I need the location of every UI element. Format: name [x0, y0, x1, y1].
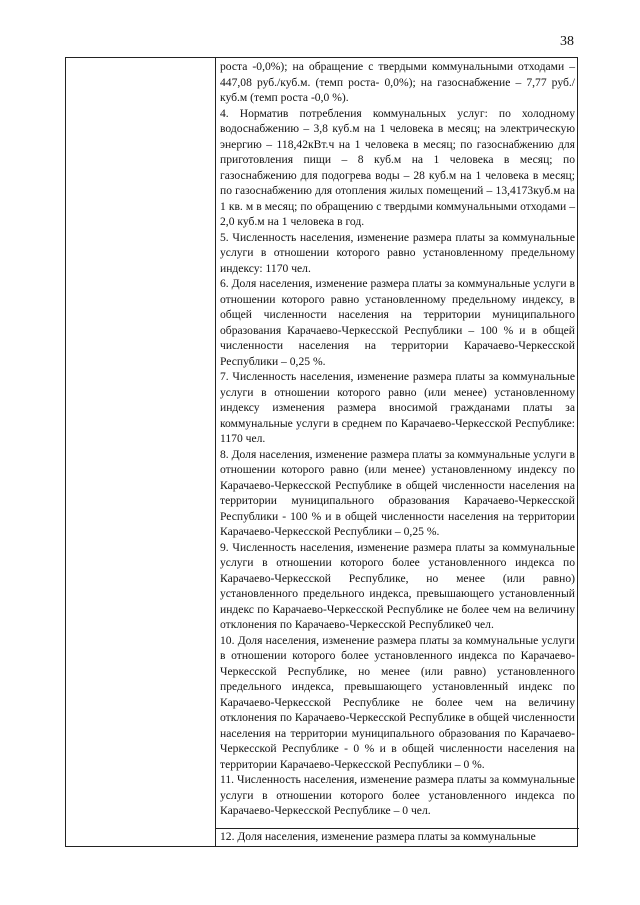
table-last-row: [216, 829, 579, 847]
paragraph-share-average-index: 8. Доля населения, изменение размера платы за коммунальные услуги в отношении которого равно (или менее) установленному индексу по Карачаево-Черкесской Республике в общей численности населения на территории муниципального образования Карачаево-Черкесской Республики - 100 % и в общей численности населения на территории Карачаево-Черкесской Республики – 0,25 %.: [220, 447, 575, 538]
paragraph-share-above-index: 10. Доля населения, изменение размера платы за коммунальные услуги в отношении которого более установленного индекса по Карачаево-Черкесской Республике, но менее (или равно) установленного предельного индекса, превышающего установленный индекс по Карачаево-Черкесской Республике не более чем на величину отклонения по Карачаево-Черкесской Республике в общей численности населения на территории муниципального образования по Карачаево-Черкесской Республике - 0 % и в общей численности населения на территории Карачаево-Черкесской Республики – 0 %.: [220, 633, 575, 771]
paragraph-consumption-norms: 4. Норматив потребления коммунальных услуг: по холодному водоснабжению – 3,8 куб.м на 1 человека в месяц; на электрическую энергию – 118,42кВт.ч на 1 человека в месяц; по газоснабжению для приготовления пищи – 8 куб.м на 1 человека в месяц; по газоснабжению для подогрева воды – 28 куб.м на 1 человека в месяц; по газоснабжению для отопления жилых помещений – 13,4173куб.м на 1 кв. м в месяц; по обращению с твердыми коммунальными отходами – 2,0 куб.м на 1 человека в год.: [220, 106, 575, 228]
paragraph-population-equal-index: 5. Численность населения, изменение размера платы за коммунальные услуги в отношении которого равно установленному предельному индексу: 1170 чел.: [220, 230, 575, 275]
document-table: [65, 57, 578, 847]
page-number: 38: [560, 34, 574, 49]
paragraph-tariff-growth: роста -0,0%); на обращение с твердыми коммунальными отходами – 447,08 руб./куб.м. (темп роста- 0,0%); на газоснабжение – 7,77 руб./куб.м (темп роста -0,0 %).: [220, 60, 575, 104]
paragraph-share-equal-index: 6. Доля населения, изменение размера платы за коммунальные услуги в отношении которого равно установленному предельному индексу, в общей численности населения на территории муниципального образования Карачаево-Черкесской Республики – 100 % и в общей численности населения на территории Карачаево-Черкесской Республики – 0,25 %.: [220, 277, 575, 368]
paragraph-population-above-established: 11. Численность населения, изменение размера платы за коммунальные услуги в отношении которого более установленного индекса по Карачаево-Черкесской Республике – 0 чел.: [220, 773, 575, 817]
paragraph-population-above-index: 9. Численность населения, изменение размера платы за коммунальные услуги в отношении которого более установленного индекса по Карачаево-Черкесской Республике, но менее (или равно) установленного предельного индекса, превышающего установленный индекс по Карачаево-Черкесской Республике не более чем на величину отклонения по Карачаево-Черкесской Республике0 чел.: [220, 540, 575, 631]
table-right-column: [216, 58, 579, 846]
table-left-column: [66, 58, 216, 846]
paragraph-population-average-index: 7. Численность населения, изменение размера платы за коммунальные услуги в отношении которого равно (или менее) установленному индексу изменения размера вносимой гражданами платы за коммунальные услуги в среднем по Карачаево-Черкесской Республике: 1170 чел.: [220, 370, 575, 445]
paragraph-share-above-established: 12. Доля населения, изменение размера платы за коммунальные: [220, 830, 536, 843]
